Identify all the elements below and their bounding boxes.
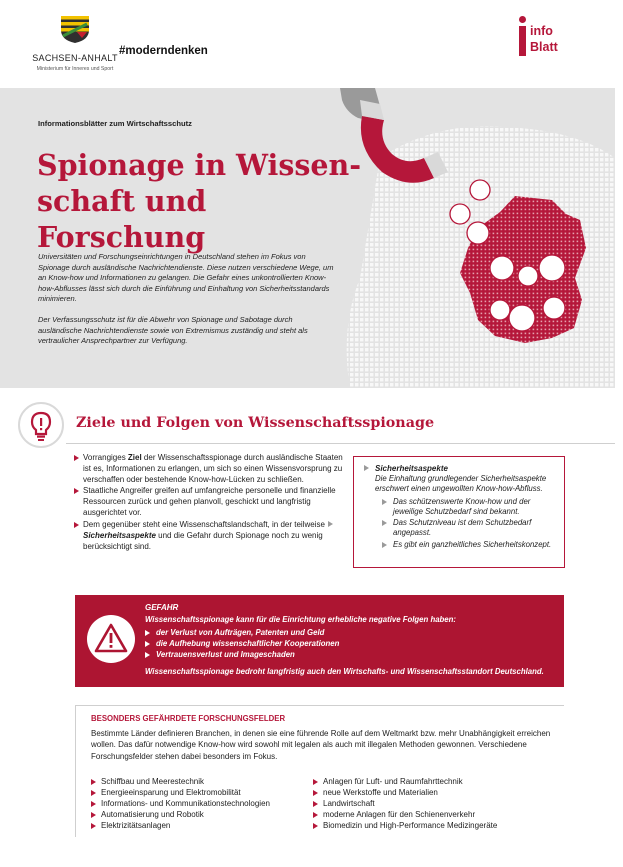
list-item: die Aufhebung wissenschaftlicher Kooperationen <box>145 638 339 649</box>
arrow-reference-icon <box>328 521 333 527</box>
security-aspects-heading: Sicherheitsaspekte <box>363 463 556 474</box>
arrow-bullet-icon <box>91 779 96 785</box>
emphasis: Ziel <box>127 453 142 462</box>
arrow-bullet-icon <box>91 823 96 829</box>
campaign-hashtag: #moderndenken <box>119 45 208 57</box>
arrow-bullet-icon <box>74 455 79 461</box>
list-item: neue Werkstoffe und Materialien <box>313 787 497 798</box>
list-item: Staatliche Angreifer greifen auf umfangreiche personelle und finanzielle Ressourcen zurück und gehen planvoll, geschickt und langfristig ausgerichtet vor. <box>74 485 346 518</box>
arrow-bullet-icon <box>145 630 150 636</box>
research-fields-column-1 <box>91 776 270 831</box>
danger-list <box>145 627 339 660</box>
research-fields-box <box>75 705 564 837</box>
arrow-bullet-icon <box>313 801 318 807</box>
arrow-bullet-icon <box>91 801 96 807</box>
goals-bullet-list <box>74 452 346 552</box>
page-title: Spionage in Wissenschaft und Forschung <box>37 148 362 254</box>
arrow-bullet-icon <box>74 522 79 528</box>
list-item: Anlagen für Luft- und Raumfahrttechnik <box>313 776 497 787</box>
badge-dot <box>519 16 526 23</box>
arrow-bullet-icon <box>91 790 96 796</box>
page-header <box>0 0 623 88</box>
list-item: Landwirtschaft <box>313 798 497 809</box>
badge-line2: Blatt <box>530 40 558 54</box>
list-item: Vorrangiges Ziel der Wissenschaftsspionage durch ausländische Staaten ist es, Informationen zu erlangen, um sich so einen Wissensvorsprung zu verschaffen oder bestehende Know-how-Lücken zu schließen. <box>74 452 346 485</box>
list-item: Schiffbau und Meerestechnik <box>91 776 270 787</box>
goals-section-title: Ziele und Folgen von Wissenschaftsspionage <box>76 415 435 431</box>
arrow-bullet-icon <box>313 823 318 829</box>
list-item: Das schützenswerte Know-how und der jeweilige Schutzbedarf sind bekannt. <box>363 497 556 517</box>
list-item: Informations- und Kommunikationstechnologien <box>91 798 270 809</box>
coat-of-arms-icon <box>58 14 92 44</box>
arrow-bullet-icon <box>145 641 150 647</box>
badge-line1: info <box>530 24 553 38</box>
arrow-bullet-icon <box>382 499 387 505</box>
arrow-bullet-icon <box>382 542 387 548</box>
intro-text <box>38 252 338 347</box>
warning-badge <box>87 615 135 663</box>
list-item: Das Schutzniveau ist dem Schutzbedarf angepasst. <box>363 518 556 538</box>
list-item: der Verlust von Aufträgen, Patenten und Geld <box>145 627 339 638</box>
emphasis: Sicherheitsaspekte <box>83 530 156 540</box>
list-item: Biomedizin und High-Performance Medizingeräte <box>313 820 497 831</box>
list-item: Automatisierung und Robotik <box>91 809 270 820</box>
arrow-bullet-icon <box>313 790 318 796</box>
list-item: Es gibt ein ganzheitliches Sicherheitskonzept. <box>363 540 556 550</box>
list-item: Elektrizitätsanlagen <box>91 820 270 831</box>
danger-footer: Wissenschaftsspionage bedroht langfristig auch den Wirtschafts- und Wissenschaftsstandort Deutschland. <box>145 667 544 676</box>
badge-bar <box>519 26 526 56</box>
ministry-name: Ministerium für Inneres und Sport <box>36 66 114 72</box>
security-aspects-list <box>363 497 556 550</box>
danger-heading: GEFAHR <box>145 603 179 612</box>
warning-icon <box>87 615 135 663</box>
arrow-bullet-icon <box>313 812 318 818</box>
research-fields-heading: BESONDERS GEFÄHRDETE FORSCHUNGSFELDER <box>91 714 286 723</box>
list-item: moderne Anlagen für den Schienenverkehr <box>313 809 497 820</box>
infoblatt-badge <box>519 14 591 58</box>
list-item: Vertrauensverlust und Imageschaden <box>145 649 339 660</box>
section-divider <box>66 443 615 444</box>
arrow-bullet-icon <box>382 520 387 526</box>
research-fields-column-2 <box>313 776 497 831</box>
state-name: SACHSEN-ANHALT <box>32 53 118 63</box>
document-kicker: Informationsblätter zum Wirtschaftsschutz <box>38 119 192 128</box>
list-item: Dem gegenüber steht eine Wissenschaftslandschaft, in der teilweise Sicherheitsaspekte und die Gefahr durch Spionage noch zu wenig berücksichtigt sind. <box>74 519 346 552</box>
arrow-bullet-icon <box>74 488 79 494</box>
intro-paragraph-1: Universitäten und Forschungseinrichtungen in Deutschland stehen im Fokus von Spionage durch ausländische Nachrichtendienste. Diese nutzen verschiedene Wege, um an Know-how und Informationen zu gelangen. Die Gefahr eines unkontrollierten Know-how-Abflusses lässt sich durch die Einführung und Einhaltung von Sicherheitsstandards minimieren. <box>38 252 334 304</box>
research-fields-intro: Bestimmte Länder definieren Branchen, in denen sie eine führende Rolle auf dem Weltmarkt bzw. mehr Unabhängigkeit erreichen wollen. Das dafür notwendige Know-how wird sowohl mit legalen als auch mit illegalen Methoden gewonnen. Verschiedene Forschungsfelder stehen dabei besonders im Fokus. <box>91 729 551 761</box>
intro-paragraph-2: Der Verfassungsschutz ist für die Abwehr von Spionage und Sabotage durch ausländische Nachrichtendienste sowie von Extremismus zuständig und steht als vertraulicher Ansprechpartner zur Verfügung. <box>38 314 308 346</box>
list-item: Energieeinsparung und Elektromobilität <box>91 787 270 798</box>
arrow-bullet-icon <box>91 812 96 818</box>
hero-section <box>0 88 615 388</box>
lightbulb-badge <box>18 402 64 448</box>
state-logo <box>30 14 120 72</box>
lightbulb-icon <box>20 404 62 446</box>
danger-box <box>75 595 564 687</box>
arrow-bullet-icon <box>313 779 318 785</box>
arrow-bullet-icon <box>145 652 150 658</box>
danger-lead: Wissenschaftsspionage kann für die Einrichtung erhebliche negative Folgen haben: <box>145 615 456 624</box>
security-aspects-box <box>353 456 565 568</box>
security-aspects-intro: Die Einhaltung grundlegender Sicherheitsaspekte erschwert einen ungewollten Know-how-Abfluss. <box>375 474 547 494</box>
arrow-bullet-icon <box>364 465 369 471</box>
